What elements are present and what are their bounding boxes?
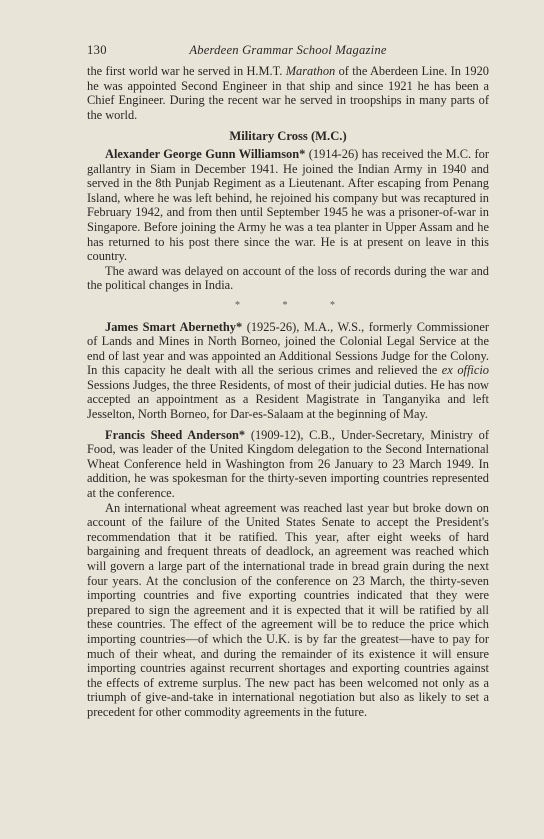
person-name: Alexander George Gunn Williamson* xyxy=(105,146,306,161)
intro-text-end: of the Aberdeen Line. In 1920 he was appointed Second Engineer in that ship and since 1921 he has been a Chief Engineer. During the recent war he served in troopships in many parts of the world. xyxy=(87,64,489,122)
section-separator: * * * xyxy=(235,299,355,311)
latin-phrase: ex officio xyxy=(441,363,489,378)
award-note-paragraph: The award was delayed on account of the loss of records during the war and the political changes in India. xyxy=(87,263,489,293)
page-number: 130 xyxy=(87,43,107,57)
anderson-paragraph xyxy=(87,428,489,501)
journal-title: Aberdeen Grammar School Magazine xyxy=(189,43,387,57)
abernethy-text-end: Sessions Judges, the three Residents, of most of their judicial duties. He has now accepted an appointment as a Resident Magistrate in Tanganyika and left Jesselton, North Borneo, for Dar-es-Salaam at the beginning of May. xyxy=(87,377,489,422)
williamson-paragraph xyxy=(87,147,489,264)
person-name: Francis Sheed Anderson* xyxy=(105,427,246,442)
ship-name: Marathon xyxy=(285,64,336,78)
wheat-agreement-paragraph: An international wheat agreement was reached last year but broke down on account of the failure of the United States Senate to accept the President's recommendation that it be ratified. This year, after eight weeks of hard bargaining and frequent threats of deadlock, an agreement was reached which will govern a large part of the international trade in bread grain during the next four years. At the conclusion of the conference on 23 March, the thirty-seven importing countries and five exporting countries indicated that they were prepared to sign the agreement and it is expected that it will be ratified by all these countries. The effect of the agreement will be to reduce the price which importing countries—of which the U.K. is by far the greatest—have to pay for much of their wheat, and during the remainder of its existence it will ensure importing countries against recurrent shortages and exporting countries against the effects of extreme surplus. The new pact has been welcomed not only as a triumph of give-and-take in international negotiation but also as likely to set a precedent for other commodity agreements in the future. xyxy=(87,500,489,719)
person-name: James Smart Abernethy* xyxy=(105,319,243,334)
abernethy-paragraph xyxy=(87,320,489,422)
abernethy-text-start: (1925-26), M.A., W.S., formerly Commissioner of Lands and Mines in North Borneo, joined the Colonial Legal Service at the end of last year and was appointed an Additional Sessions Judge for the Colony. In this capacity he dealt with all the serious crimes and relieved the xyxy=(87,319,489,378)
running-head xyxy=(87,43,489,61)
intro-paragraph xyxy=(87,64,489,122)
section-heading: Military Cross (M.C.) xyxy=(229,129,347,144)
anderson-text: (1909-12), C.B., Under-Secretary, Ministry of Food, was leader of the United Kingdom delegation to the Second International Wheat Conference held in Washington from 26 January to 23 March 1949. In addition, he was spokesman for the thirty-seven importing countries represented at the conference. xyxy=(87,427,489,501)
article-body xyxy=(87,64,489,720)
intro-text-start: the first world war he served in H.M.T. xyxy=(87,64,286,78)
williamson-text: (1914-26) has received the M.C. for gallantry in Siam in December 1941. He joined the Indian Army in 1940 and served in the 8th Punjab Regiment as a Lieutenant. After escaping from Penang Island, where he was left behind, he rejoined his company but was recaptured in February 1942, and from then until September 1945 he was a prisoner-of-war in Singapore. Before joining the Army he was a tea planter in Upper Assam and he has returned to his post there since the war. He is at present on leave in this country. xyxy=(87,146,489,264)
